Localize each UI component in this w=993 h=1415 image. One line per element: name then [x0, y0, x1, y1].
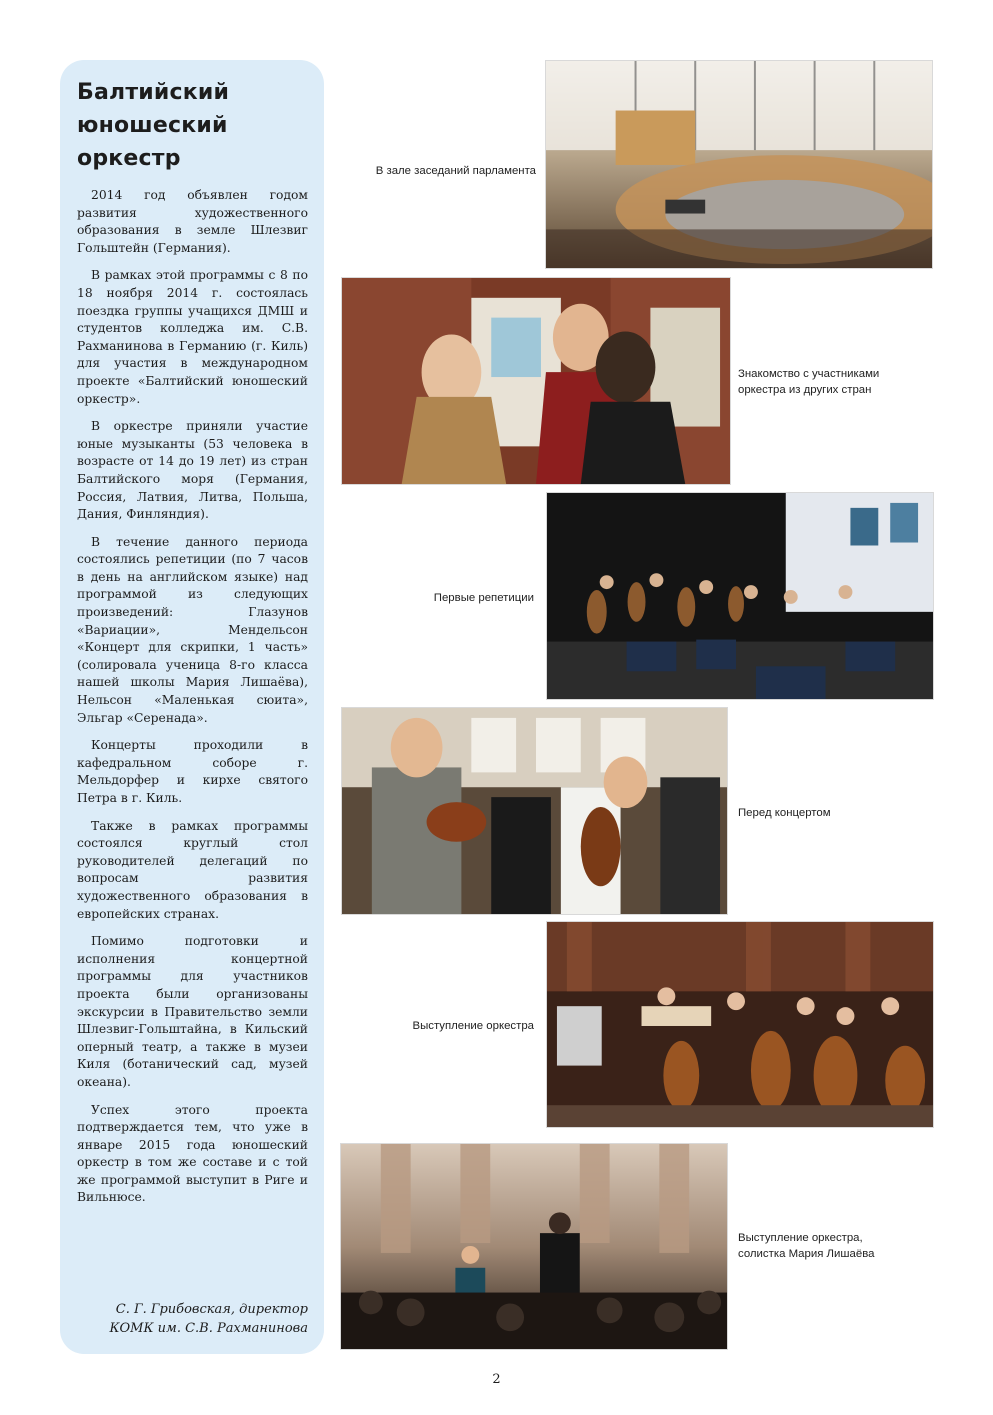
paragraph: Успех этого проекта подтверждается тем, что уже в январе 2015 года юношеский оркестр в том же составе и с той же программой выступит в Риге и Вильнюсе.: [77, 1102, 308, 1205]
signature: [109, 1300, 308, 1338]
paragraph: 2014 год объявлен годом развития художественного образования в земле Шлезвиг Гольштейн (Германия).: [77, 188, 308, 255]
caption-line: солистка Мария Лишаёва: [738, 1248, 875, 1260]
photo-caption: В зале заседаний парламента: [375, 165, 536, 177]
photo-caption: Первые репетиции: [433, 592, 534, 604]
page-number: 2: [492, 1372, 501, 1387]
paragraph: Концерты проходили в кафедральном соборе г. Мельдорфер и кирхе святого Петра в г. Киль.: [77, 738, 308, 805]
photo-before-concert: [341, 707, 728, 915]
photo-caption: Выступление оркестра: [412, 1020, 534, 1032]
photo-orchestra-performance: [546, 921, 934, 1128]
paragraph: В оркестре приняли участие юные музыканты (53 человека в возрасте от 14 до 19 лет) из стран Балтийского моря (Германия, Россия, Латвия, Литва, Польша, Дания, Финляндия).: [77, 419, 308, 522]
photo-parliament-hall: [545, 60, 933, 269]
title-line: оркестр: [77, 146, 181, 171]
paragraph: Помимо подготовки и исполнения концертной программы для участников проекта были организованы экскурсии в Правительство земли Шлезвиг-Гольштайна, в Кильский оперный театр, а также в музеи Киля (ботанический сад, музей океана).: [77, 934, 308, 1089]
caption-line: Знакомство с участниками: [738, 368, 880, 380]
paragraph: Также в рамках программы состоялся круглый стол руководителей делегаций по вопросам развития художественного образования в европейских странах.: [77, 818, 308, 921]
photo-soloist-performance: [340, 1143, 728, 1350]
article-title: [77, 76, 308, 175]
signature-name: С. Г. Грибовская, директор: [115, 1302, 308, 1317]
paragraph: В рамках этой программы с 8 по 18 ноября 2014 г. состоялась поездка группы учащихся ДМШ и студентов колледжа им. С.В. Рахманинова в Германию (г. Киль) для участия в международном проекте «Балтийский юношеский оркестр».: [77, 268, 308, 406]
title-line: Балтийский: [77, 80, 230, 105]
caption-line: оркестра из других стран: [738, 384, 872, 396]
photo-first-rehearsals: [546, 492, 934, 700]
photo-caption: Перед концертом: [738, 807, 831, 819]
caption-line: Выступление оркестра,: [738, 1232, 863, 1244]
photo-caption: [738, 1230, 938, 1262]
photo-caption: [738, 366, 928, 398]
photo-meeting-participants: [341, 277, 731, 485]
signature-org: КОМК им. С.В. Рахманинова: [109, 1321, 308, 1336]
article-sidebar: [60, 60, 324, 1354]
paragraph: В течение данного периода состоялись репетиции (по 7 часов в день на английском языке) над программой из следующих произведений: Глазунов «Вариации», Мендельсон «Концерт для скрипки, 1 часть» (солировала ученица 8-го класса нашей школы Мария Лишаёва), Нельсон «Маленькая сюита», Эльгар «Серенада».: [77, 534, 308, 725]
title-line: юношеский: [77, 113, 228, 138]
